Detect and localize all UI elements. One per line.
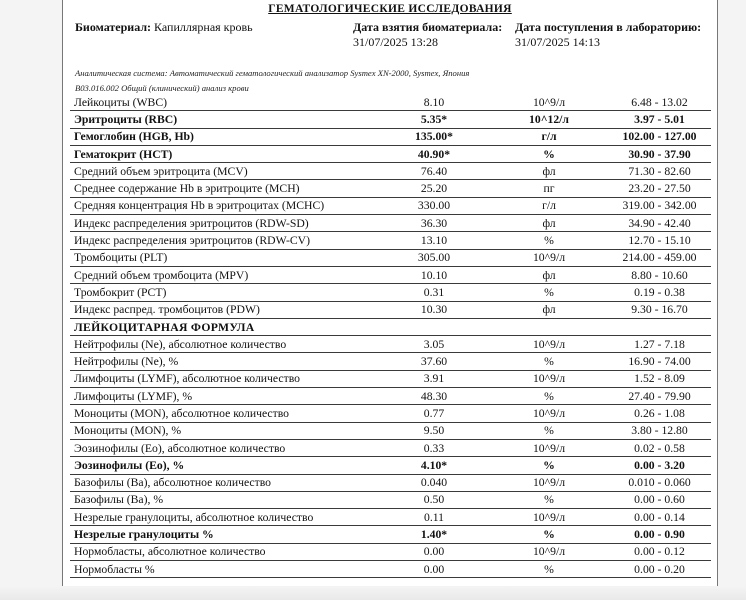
unit-cell: 10^9/л <box>490 509 604 526</box>
unit-cell: 10^9/л <box>490 439 604 456</box>
unit-cell: 10^12/л <box>490 111 604 128</box>
biomaterial-value: Капиллярная кровь <box>154 20 253 34</box>
test-name-cell: Нормобласты % <box>70 561 374 578</box>
unit-cell: г/л <box>490 128 604 145</box>
reference-range-cell: 0.00 - 3.20 <box>604 457 711 474</box>
result-value-cell: 0.31 <box>374 284 490 301</box>
test-name-cell: Средний объем эритроцита (MCV) <box>70 163 374 180</box>
result-value-cell: 0.040 <box>374 474 490 491</box>
test-name-cell: Нормобласты, абсолютное количество <box>70 543 374 560</box>
reference-range-cell: 102.00 - 127.00 <box>604 128 711 145</box>
result-value-cell: 8.10 <box>374 94 490 111</box>
table-row <box>70 388 711 405</box>
reference-range-cell: 30.90 - 37.90 <box>604 145 711 162</box>
table-row <box>70 457 711 474</box>
table-row <box>70 197 711 214</box>
result-value-cell: 0.11 <box>374 509 490 526</box>
unit-cell: % <box>490 422 604 439</box>
reference-range-cell: 0.02 - 0.58 <box>604 439 711 456</box>
lab-report-sheet <box>62 0 718 587</box>
unit-cell: г/л <box>490 197 604 214</box>
test-name-cell: ЛЕЙКОЦИТАРНАЯ ФОРМУЛА <box>70 318 374 335</box>
result-value-cell: 10.10 <box>374 266 490 283</box>
unit-cell: 10^9/л <box>490 474 604 491</box>
table-row <box>70 474 711 491</box>
unit-cell: % <box>490 353 604 370</box>
result-value-cell: 1.40* <box>374 526 490 543</box>
result-value-cell: 9.50 <box>374 422 490 439</box>
result-value-cell: 3.05 <box>374 336 490 353</box>
unit-cell: 10^9/л <box>490 405 604 422</box>
reference-range-cell: 1.27 - 7.18 <box>604 336 711 353</box>
unit-cell: % <box>490 561 604 578</box>
test-name-cell: Базофилы (Ba), % <box>70 491 374 508</box>
test-name-cell: Базофилы (Ba), абсолютное количество <box>70 474 374 491</box>
test-name-cell: Нейтрофилы (Ne), абсолютное количество <box>70 336 374 353</box>
unit-cell: фл <box>490 215 604 232</box>
test-name-cell: Эозинофилы (Eo), абсолютное количество <box>70 439 374 456</box>
unit-cell: % <box>490 388 604 405</box>
table-row <box>70 232 711 249</box>
reference-range-cell: 6.48 - 13.02 <box>604 94 711 111</box>
analytic-system-note <box>75 66 469 96</box>
result-value-cell: 37.60 <box>374 353 490 370</box>
test-name-cell: Гемоглобин (HGB, Hb) <box>70 128 374 145</box>
table-row <box>70 249 711 266</box>
unit-cell: % <box>490 232 604 249</box>
table-row <box>70 336 711 353</box>
test-name-cell: Незрелые гранулоциты, абсолютное количество <box>70 509 374 526</box>
unit-cell: пг <box>490 180 604 197</box>
table-row <box>70 526 711 543</box>
report-title: ГЕМАТОЛОГИЧЕСКИЕ ИССЛЕДОВАНИЯ <box>268 3 512 15</box>
unit-cell: фл <box>490 266 604 283</box>
table-row <box>70 491 711 508</box>
reference-range-cell: 0.00 - 0.14 <box>604 509 711 526</box>
result-value-cell: 0.33 <box>374 439 490 456</box>
biomaterial-label: Биоматериал: <box>75 20 152 34</box>
result-value-cell: 330.00 <box>374 197 490 214</box>
table-row <box>70 145 711 162</box>
unit-cell: % <box>490 284 604 301</box>
test-name-cell: Моноциты (MON), % <box>70 422 374 439</box>
table-row <box>70 284 711 301</box>
reference-range-cell: 9.30 - 16.70 <box>604 301 711 318</box>
test-name-cell: Индекс распределения эритроцитов (RDW-CV) <box>70 232 374 249</box>
result-value-cell: 4.10* <box>374 457 490 474</box>
reference-range-cell: 319.00 - 342.00 <box>604 197 711 214</box>
unit-cell: % <box>490 145 604 162</box>
reference-range-cell: 0.00 - 0.12 <box>604 543 711 560</box>
section-header-row <box>70 318 711 335</box>
result-value-cell: 0.77 <box>374 405 490 422</box>
result-value-cell: 0.50 <box>374 491 490 508</box>
reference-range-cell: 27.40 - 79.90 <box>604 388 711 405</box>
reference-range-cell: 1.52 - 8.09 <box>604 370 711 387</box>
table-row <box>70 111 711 128</box>
table-row <box>70 543 711 560</box>
reference-range-cell: 3.97 - 5.01 <box>604 111 711 128</box>
test-name-cell: Среднее содержание Hb в эритроците (MCH) <box>70 180 374 197</box>
test-name-cell: Нейтрофилы (Ne), % <box>70 353 374 370</box>
reference-range-cell: 34.90 - 42.40 <box>604 215 711 232</box>
test-name-cell: Индекс распределения эритроцитов (RDW-SD) <box>70 215 374 232</box>
test-name-cell: Средний объем тромбоцита (MPV) <box>70 266 374 283</box>
unit-cell <box>490 318 604 335</box>
result-value-cell: 0.00 <box>374 543 490 560</box>
unit-cell: % <box>490 491 604 508</box>
reference-range-cell: 0.00 - 0.20 <box>604 561 711 578</box>
result-value-cell: 25.20 <box>374 180 490 197</box>
unit-cell: 10^9/л <box>490 336 604 353</box>
unit-cell: % <box>490 526 604 543</box>
unit-cell: 10^9/л <box>490 249 604 266</box>
received-date-block <box>515 20 701 50</box>
reference-range-cell: 0.010 - 0.060 <box>604 474 711 491</box>
table-row <box>70 422 711 439</box>
result-value-cell: 5.35* <box>374 111 490 128</box>
table-row <box>70 370 711 387</box>
result-value-cell: 36.30 <box>374 215 490 232</box>
test-name-cell: Гематокрит (HCT) <box>70 145 374 162</box>
result-value-cell: 305.00 <box>374 249 490 266</box>
reference-range-cell: 71.30 - 82.60 <box>604 163 711 180</box>
test-name-cell: Тромбокрит (PCT) <box>70 284 374 301</box>
unit-cell: % <box>490 457 604 474</box>
unit-cell: 10^9/л <box>490 370 604 387</box>
result-value-cell <box>374 318 490 335</box>
table-row <box>70 301 711 318</box>
test-name-cell: Лимфоциты (LYMF), абсолютное количество <box>70 370 374 387</box>
table-row <box>70 128 711 145</box>
table-row <box>70 180 711 197</box>
test-code-text: B03.016.002 Общий (клинический) анализ крови <box>75 83 249 93</box>
test-name-cell: Индекс распред. тромбоцитов (PDW) <box>70 301 374 318</box>
reference-range-cell: 12.70 - 15.10 <box>604 232 711 249</box>
test-name-cell: Лимфоциты (LYMF), % <box>70 388 374 405</box>
biomaterial-block <box>75 20 253 35</box>
table-row <box>70 509 711 526</box>
reference-range-cell: 214.00 - 459.00 <box>604 249 711 266</box>
table-row <box>70 163 711 180</box>
reference-range-cell <box>604 318 711 335</box>
test-name-cell: Эозинофилы (Eo), % <box>70 457 374 474</box>
result-value-cell: 76.40 <box>374 163 490 180</box>
table-row <box>70 405 711 422</box>
collected-date-value: 31/07/2025 13:28 <box>353 35 439 49</box>
reference-range-cell: 16.90 - 74.00 <box>604 353 711 370</box>
reference-range-cell: 0.00 - 0.60 <box>604 491 711 508</box>
test-name-cell: Тромбоциты (PLT) <box>70 249 374 266</box>
result-value-cell: 48.30 <box>374 388 490 405</box>
result-value-cell: 135.00* <box>374 128 490 145</box>
test-name-cell: Незрелые гранулоциты % <box>70 526 374 543</box>
test-name-cell: Моноциты (MON), абсолютное количество <box>70 405 374 422</box>
result-value-cell: 0.00 <box>374 561 490 578</box>
result-value-cell: 10.30 <box>374 301 490 318</box>
table-row <box>70 266 711 283</box>
reference-range-cell: 0.00 - 0.90 <box>604 526 711 543</box>
test-name-cell: Средняя концентрация Hb в эритроцитах (MCHC) <box>70 197 374 214</box>
result-value-cell: 40.90* <box>374 145 490 162</box>
reference-range-cell: 23.20 - 27.50 <box>604 180 711 197</box>
reference-range-cell: 3.80 - 12.80 <box>604 422 711 439</box>
received-date-value: 31/07/2025 14:13 <box>515 35 601 49</box>
reference-range-cell: 8.80 - 10.60 <box>604 266 711 283</box>
table-row <box>70 353 711 370</box>
unit-cell: 10^9/л <box>490 94 604 111</box>
unit-cell: фл <box>490 301 604 318</box>
collected-date-block <box>353 20 502 50</box>
reference-range-cell: 0.26 - 1.08 <box>604 405 711 422</box>
results-table <box>70 94 711 578</box>
result-value-cell: 13.10 <box>374 232 490 249</box>
result-value-cell: 3.91 <box>374 370 490 387</box>
test-name-cell: Лейкоциты (WBC) <box>70 94 374 111</box>
page-edge <box>0 586 746 600</box>
collected-date-label: Дата взятия биоматериала: <box>353 20 503 34</box>
table-row <box>70 215 711 232</box>
unit-cell: 10^9/л <box>490 543 604 560</box>
unit-cell: фл <box>490 163 604 180</box>
table-row <box>70 94 711 111</box>
table-row <box>70 439 711 456</box>
test-name-cell: Эритроциты (RBC) <box>70 111 374 128</box>
analytic-system-text: Аналитическая система: Автоматический гематологический анализатор Sysmex XN-2000, Sysmex, Япония <box>75 68 470 78</box>
table-row <box>70 561 711 578</box>
received-date-label: Дата поступления в лабораторию: <box>515 20 702 34</box>
reference-range-cell: 0.19 - 0.38 <box>604 284 711 301</box>
